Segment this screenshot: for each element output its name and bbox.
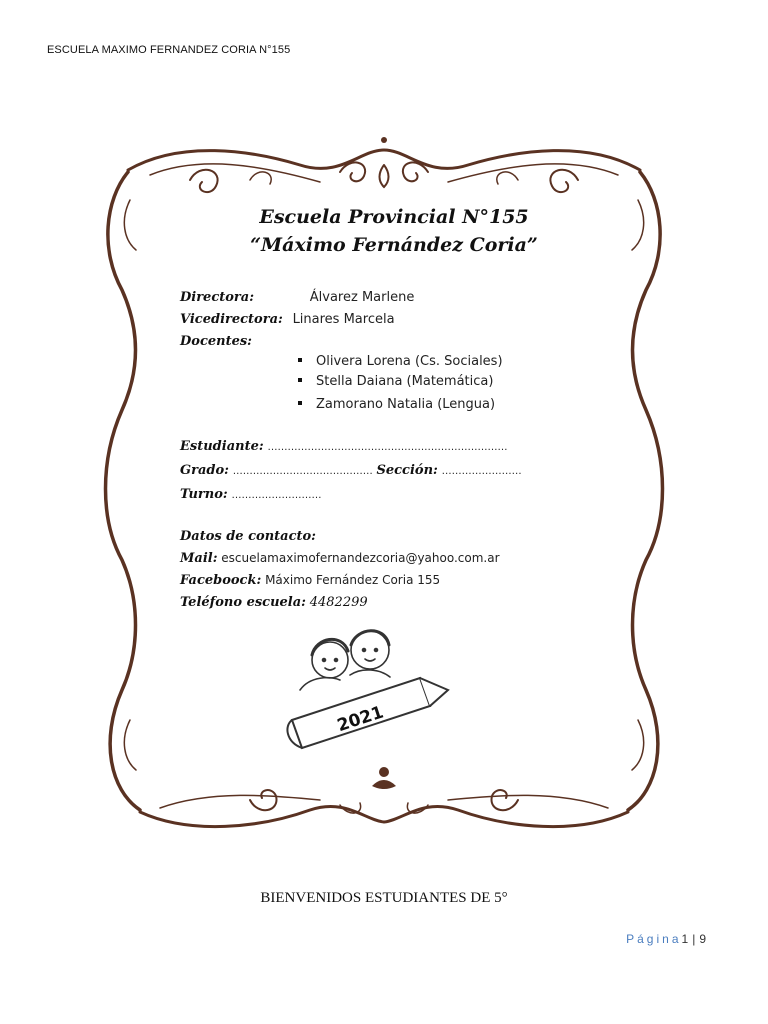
list-item: Zamorano Natalia (Lengua) — [298, 395, 503, 415]
turno-row — [180, 486, 321, 502]
directora-row — [180, 289, 414, 305]
page-word: Página — [626, 932, 682, 946]
school-name: “Máximo Fernández Coria” — [250, 234, 538, 256]
seccion-blank: …………………… — [441, 466, 522, 477]
docentes-row — [180, 333, 252, 349]
contacto-row — [180, 528, 316, 544]
school-title: Escuela Provincial N°155 — [259, 206, 529, 228]
facebook-label: Faceboock: — [180, 573, 262, 588]
docentes-label: Docentes: — [180, 334, 252, 349]
page-separator: | — [692, 932, 696, 946]
grado-blank: …………………………………… — [232, 466, 373, 477]
mail-value: escuelamaximofernandezcoria@yahoo.com.ar — [221, 551, 500, 565]
docentes-list — [298, 352, 503, 415]
mail-row — [180, 550, 500, 566]
grado-label: Grado: — [180, 463, 229, 478]
vicedirectora-label: Vicedirectora: — [180, 312, 283, 327]
telefono-value: 4482299 — [309, 595, 368, 610]
estudiante-label: Estudiante: — [180, 439, 264, 454]
kids-pencil-illustration — [287, 631, 448, 748]
vicedirectora-value: Linares Marcela — [292, 312, 395, 327]
page-total: 9 — [699, 932, 706, 946]
facebook-row — [180, 572, 440, 588]
list-item: Stella Daiana (Matemática) — [298, 372, 503, 392]
facebook-value: Máximo Fernández Coria 155 — [265, 573, 441, 587]
page-number — [626, 932, 706, 946]
contacto-label: Datos de contacto: — [180, 529, 316, 544]
telefono-label: Teléfono escuela: — [180, 595, 306, 610]
turno-label: Turno: — [180, 487, 228, 502]
page-header: ESCUELA MAXIMO FERNANDEZ CORIA N°155 — [47, 44, 291, 56]
vicedirectora-row — [180, 311, 395, 327]
seccion-label: Sección: — [376, 463, 438, 478]
directora-value: Álvarez Marlene — [309, 290, 415, 305]
telefono-row — [180, 594, 368, 610]
estudiante-row — [180, 438, 507, 454]
estudiante-blank: ……………………………………………………………… — [267, 442, 508, 453]
directora-label: Directora: — [180, 290, 254, 305]
grado-row — [180, 462, 522, 478]
list-item: Olivera Lorena (Cs. Sociales) — [298, 352, 503, 372]
turno-blank: ……………………… — [231, 490, 322, 501]
mail-label: Mail: — [180, 551, 218, 566]
year-label: 2021 — [334, 702, 387, 737]
page-current: 1 — [681, 932, 689, 946]
welcome-text: BIENVENIDOS ESTUDIANTES DE 5° — [260, 890, 508, 906]
